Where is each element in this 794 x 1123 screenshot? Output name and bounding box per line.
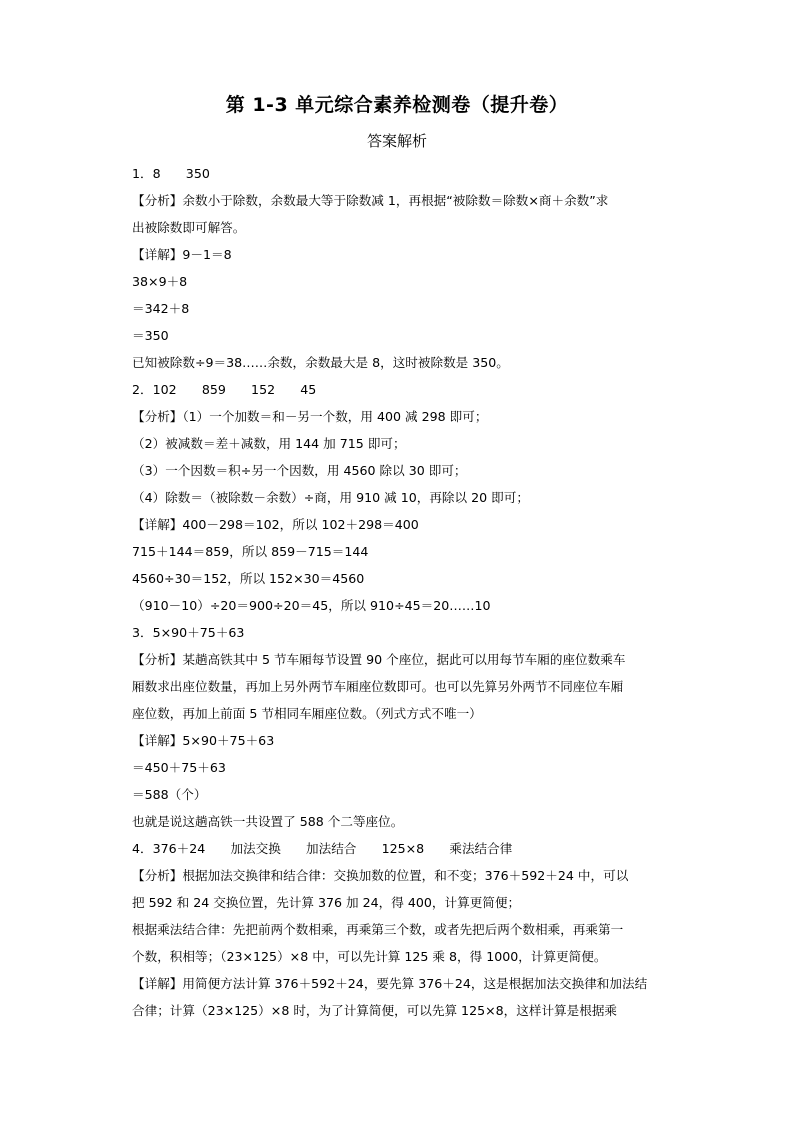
document-title: 第 1-3 单元综合素养检测卷（提升卷） <box>225 94 569 116</box>
solution-line: 4560÷30＝152，所以 152×30＝4560 <box>132 571 365 586</box>
solution-line: 也就是说这趟高铁一共设置了 588 个二等座位。 <box>132 814 404 829</box>
solution-line: 38×9＋8 <box>132 274 188 289</box>
solution-line: 【详解】用简便方法计算 376＋592＋24，要先算 376＋24，这是根据加法交换律和加法结 <box>132 976 648 991</box>
analysis-line: （3）一个因数＝积÷另一个因数，用 4560 除以 30 即可； <box>132 463 467 478</box>
analysis-line: 【分析】（1）一个加数＝和－另一个数，用 400 减 298 即可； <box>132 409 488 424</box>
answer-line: 4．376＋24 加法交换 加法结合 125×8 乘法结合律 <box>132 841 513 856</box>
solution-line: （910－10）÷20＝900÷20＝45，所以 910÷45＝20……10 <box>132 598 491 613</box>
analysis-line: 出被除数即可解答。 <box>132 220 246 235</box>
solution-line: ＝450＋75＋63 <box>132 760 226 775</box>
analysis-line: 【分析】某趟高铁其中 5 节车厢每节设置 90 个座位，据此可以用每节车厢的座位数乘车 <box>132 652 626 667</box>
answer-line: 1．8 350 <box>132 166 210 181</box>
analysis-line: 座位数，再加上前面 5 节相同车厢座位数。（列式方式不唯一） <box>132 706 482 721</box>
analysis-line: 【分析】余数小于除数，余数最大等于除数减 1，再根据“被除数＝除数×商＋余数”求 <box>132 193 609 208</box>
analysis-line: 根据乘法结合律：先把前两个数相乘，再乘第三个数，或者先把后两个数相乘，再乘第一 <box>132 922 624 937</box>
analysis-line: 把 592 和 24 交换位置，先计算 376 加 24，得 400，计算更简便； <box>132 895 521 910</box>
analysis-line: 个数，积相等；（23×125）×8 中，可以先计算 125 乘 8，得 1000，计算更简便。 <box>132 949 607 964</box>
solution-line: 合律；计算（23×125）×8 时，为了计算简便，可以先算 125×8，这样计算是根据乘 <box>132 1003 618 1018</box>
solution-line: ＝588（个） <box>132 787 207 802</box>
solution-line: 【详解】9－1＝8 <box>132 247 232 262</box>
solution-line: 【详解】400－298＝102，所以 102＋298＝400 <box>132 517 419 532</box>
answer-line: 3．5×90＋75＋63 <box>132 625 245 640</box>
solution-line: 已知被除数÷9＝38……余数，余数最大是 8，这时被除数是 350。 <box>132 355 509 370</box>
analysis-line: （2）被减数＝差＋减数，用 144 加 715 即可； <box>132 436 406 451</box>
analysis-line: 厢数求出座位数量，再加上另外两节车厢座位数即可。也可以先算另外两节不同座位车厢 <box>132 679 624 694</box>
analysis-line: （4）除数＝（被除数－余数）÷商，用 910 减 10，再除以 20 即可； <box>132 490 529 505</box>
solution-line: ＝350 <box>132 328 169 343</box>
analysis-line: 【分析】根据加法交换律和结合律：交换加数的位置，和不变；376＋592＋24 中，可以 <box>132 868 629 883</box>
answer-content <box>132 160 677 1024</box>
document-subtitle: 答案解析 <box>366 132 427 150</box>
solution-line: 【详解】5×90＋75＋63 <box>132 733 275 748</box>
solution-line: ＝342＋8 <box>132 301 190 316</box>
solution-line: 715＋144＝859，所以 859－715＝144 <box>132 544 369 559</box>
answer-line: 2．102 859 152 45 <box>132 382 317 397</box>
